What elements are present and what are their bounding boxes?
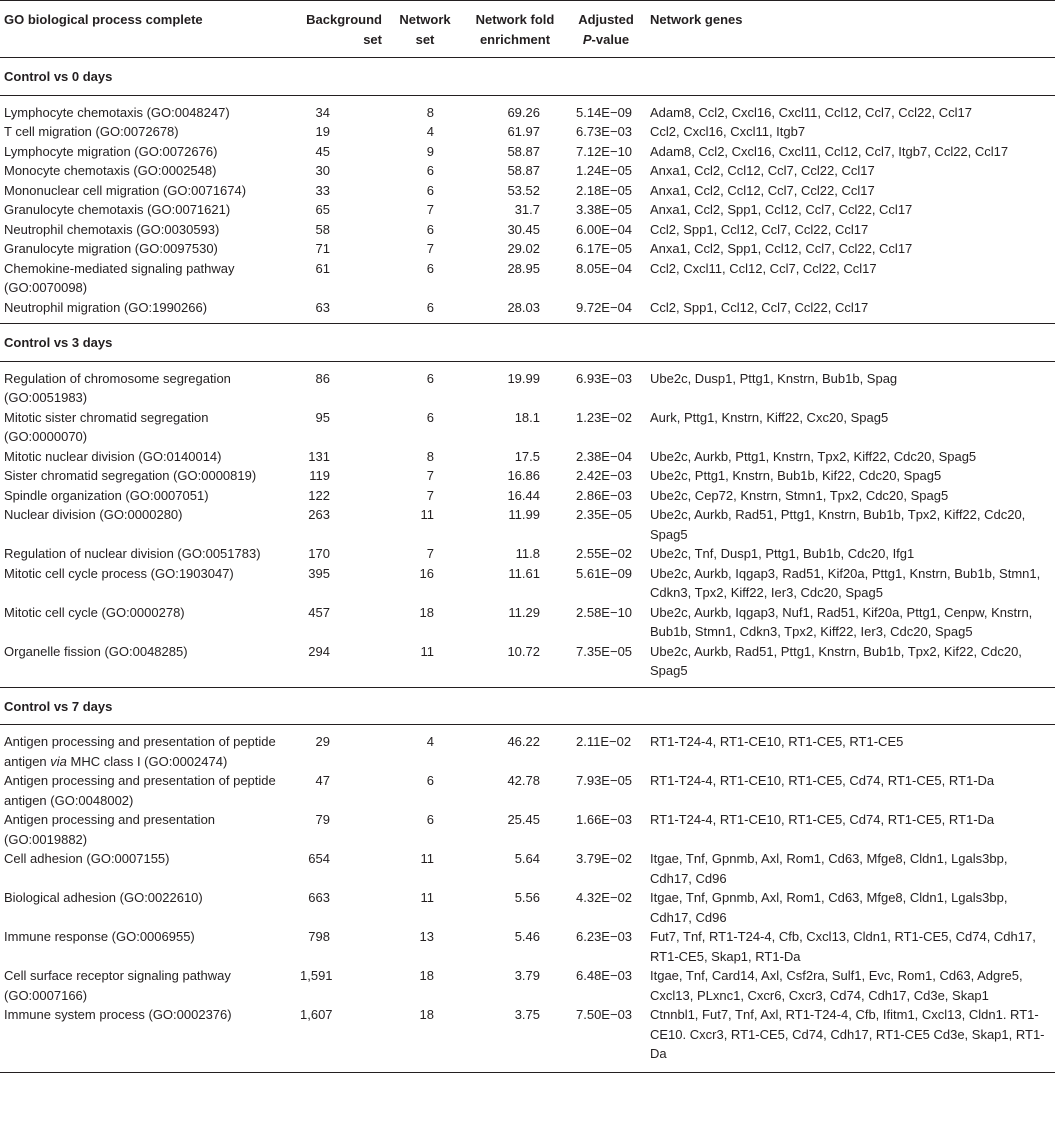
table-row — [0, 966, 1055, 1005]
section-header-row — [0, 687, 1055, 725]
fold-enrichment-cell: 58.87 — [507, 163, 540, 178]
background-set-cell: 33 — [315, 182, 330, 198]
process-italic-text: via — [50, 753, 67, 769]
fold-enrichment-cell: 58.87 — [507, 143, 540, 159]
fold-enrichment-cell: 61.97 — [507, 124, 540, 139]
network-set-cell: 4 — [426, 124, 434, 139]
table-row — [0, 725, 1055, 772]
process-cell: Lymphocyte chemotaxis (GO:0048247) — [4, 104, 230, 120]
network-genes-cell: Adam8, Ccl2, Cxcl16, Cxcl11, Ccl12, Ccl7, Ccl22, Ccl17 — [650, 104, 972, 120]
background-set-cell: 65 — [315, 202, 330, 217]
network-set-cell: 6 — [426, 260, 434, 276]
process-cell: Immune response (GO:0006955) — [4, 929, 195, 944]
process-cell: Neutrophil migration (GO:1990266) — [4, 299, 208, 315]
network-set-cell: 18 — [419, 604, 434, 620]
table-row — [0, 181, 1055, 201]
network-set-cell: 6 — [426, 409, 434, 425]
network-genes-cell: Anxa1, Ccl2, Spp1, Ccl12, Ccl7, Ccl22, Ccl17 — [650, 241, 913, 256]
network-set-cell: 11 — [420, 890, 434, 905]
process-cell: Immune system process (GO:0002376) — [0, 1005, 296, 1072]
network-set-cell: 11 — [420, 643, 434, 659]
table-row — [0, 771, 1055, 810]
background-set-cell: 131 — [308, 448, 330, 464]
background-set-cell: 663 — [308, 890, 330, 905]
adjusted-pvalue-cell: 6.73E−03 — [576, 124, 633, 139]
background-set-cell: 395 — [308, 565, 330, 581]
table-row — [0, 95, 1055, 122]
background-set-cell: 79 — [315, 812, 330, 827]
process-cell: Biological adhesion (GO:0022610) — [4, 890, 203, 905]
table-row — [0, 564, 1055, 603]
table-body — [0, 58, 1055, 1073]
network-genes-cell: Ube2c, Aurkb, Iqgap3, Nuf1, Rad51, Kif20a, Pttg1, Cenpw, Knstrn, Bub1b, Stmn1, Cdkn3, Tpx2, Kiff22, Ier3, Cdc20, Spag5 — [650, 604, 1033, 639]
network-genes-cell: Itgae, Tnf, Card14, Axl, Csf2ra, Sulf1, Evc, Rom1, Cd63, Adgre5, Cxcl13, PLxnc1, Cxcr6, Cxcr3, Cd74, Cdh17, Cd3e, Skap1 — [650, 968, 1023, 1003]
network-set-cell: 16 — [419, 565, 434, 581]
header-row — [0, 1, 1055, 58]
background-set-cell: 19 — [315, 124, 330, 139]
network-set-cell: 7 — [426, 241, 434, 256]
table-row — [0, 888, 1055, 927]
process-cell: Cell adhesion (GO:0007155) — [4, 851, 170, 866]
process-cell: Neutrophil chemotaxis (GO:0030593) — [4, 221, 220, 237]
fold-enrichment-cell: 53.52 — [507, 182, 540, 198]
fold-enrichment-cell: 42.78 — [507, 773, 540, 788]
network-genes-cell: RT1-T24-4, RT1-CE10, RT1-CE5, Cd74, RT1-CE5, RT1-Da — [650, 812, 995, 827]
network-set-cell: 13 — [419, 929, 434, 944]
process-cell: Mitotic cell cycle (GO:0000278) — [4, 604, 185, 620]
network-genes-cell: Ccl2, Cxcl16, Cxcl11, Itgb7 — [650, 124, 806, 139]
fold-enrichment-cell: 10.72 — [507, 643, 540, 659]
fold-enrichment-cell: 3.75 — [464, 1005, 566, 1072]
network-genes-cell: Anxa1, Ccl2, Ccl12, Ccl7, Ccl22, Ccl17 — [650, 182, 875, 198]
table-row — [0, 849, 1055, 888]
fold-enrichment-cell: 25.45 — [507, 812, 540, 827]
adjusted-pvalue-cell: 3.38E−05 — [576, 202, 633, 217]
background-set-cell: 1,591 — [300, 968, 333, 983]
process-cell: Granulocyte chemotaxis (GO:0071621) — [4, 202, 231, 217]
adjusted-pvalue-cell: 2.11E−02 — [576, 734, 632, 749]
process-cell: Granulocyte migration (GO:0097530) — [4, 241, 218, 256]
table-row — [0, 239, 1055, 259]
network-set-cell: 6 — [426, 163, 434, 178]
header-background-set: Background set — [296, 1, 386, 58]
network-set-cell: 7 — [426, 546, 434, 561]
adjusted-pvalue-cell: 6.00E−04 — [576, 221, 633, 237]
fold-enrichment-cell: 11.99 — [508, 507, 540, 522]
section-title: Control vs 3 days — [0, 324, 1055, 362]
network-set-cell: 8 — [426, 104, 434, 120]
table-row — [0, 486, 1055, 506]
network-set-cell: 18 — [419, 968, 434, 983]
header-network-set: Network set — [386, 1, 464, 58]
network-genes-cell: Ccl2, Spp1, Ccl12, Ccl7, Ccl22, Ccl17 — [650, 221, 869, 237]
process-cell: Nuclear division (GO:0000280) — [4, 507, 183, 522]
background-set-cell: 34 — [315, 104, 330, 120]
process-post-text: MHC class I (GO:0002474) — [66, 753, 228, 769]
table-row — [0, 142, 1055, 162]
table-row — [0, 220, 1055, 240]
table-row — [0, 447, 1055, 467]
network-genes-cell: RT1-T24-4, RT1-CE10, RT1-CE5, Cd74, RT1-CE5, RT1-Da — [650, 773, 995, 788]
table-row — [0, 505, 1055, 544]
adjusted-pvalue-cell: 2.42E−03 — [576, 468, 633, 483]
background-set-cell: 294 — [308, 643, 330, 659]
background-set-cell: 170 — [308, 546, 330, 561]
network-set-cell: 9 — [426, 143, 434, 159]
table-row — [0, 544, 1055, 564]
network-genes-cell: Fut7, Tnf, RT1-T24-4, Cfb, Cxcl13, Cldn1, RT1-CE5, Cd74, Cdh17, RT1-CE5, Skap1, RT1-Da — [650, 929, 1036, 964]
header-adjusted-pvalue — [566, 1, 646, 58]
fold-enrichment-cell: 5.46 — [514, 929, 540, 944]
adjusted-pvalue-cell: 2.58E−10 — [576, 604, 633, 620]
network-genes-cell: Ube2c, Dusp1, Pttg1, Knstrn, Bub1b, Spag — [650, 370, 898, 386]
network-set-cell: 4 — [426, 734, 434, 749]
table-row — [0, 466, 1055, 486]
adjusted-pvalue-cell: 3.79E−02 — [576, 851, 633, 866]
network-set-cell: 6 — [426, 182, 434, 198]
fold-enrichment-cell: 5.64 — [514, 851, 540, 866]
adjusted-pvalue-cell: 1.66E−03 — [576, 812, 633, 827]
background-set-cell: 47 — [315, 773, 330, 788]
fold-enrichment-cell: 3.79 — [514, 968, 540, 983]
section-header-row — [0, 324, 1055, 362]
process-cell: Antigen processing and presentation (GO:0019882) — [4, 812, 216, 847]
fold-enrichment-cell: 30.45 — [507, 221, 540, 237]
process-cell: Regulation of chromosome segregation (GO:0051983) — [4, 370, 231, 405]
table-row — [0, 1005, 1055, 1072]
network-set-cell: 8 — [426, 448, 434, 464]
process-cell: Organelle fission (GO:0048285) — [4, 643, 188, 659]
network-set-cell: 6 — [426, 812, 434, 827]
network-genes-cell: Ccl2, Cxcl11, Ccl12, Ccl7, Ccl22, Ccl17 — [650, 260, 877, 276]
background-set-cell: 119 — [309, 468, 330, 483]
table-row — [0, 642, 1055, 688]
table-row — [0, 200, 1055, 220]
background-set-cell: 1,607 — [296, 1005, 386, 1072]
background-set-cell: 95 — [315, 409, 330, 425]
network-set-cell: 11 — [420, 851, 434, 866]
network-genes-cell: Anxa1, Ccl2, Spp1, Ccl12, Ccl7, Ccl22, Ccl17 — [650, 202, 913, 217]
table-row — [0, 927, 1055, 966]
adjusted-pvalue-cell: 6.93E−03 — [576, 370, 633, 386]
background-set-cell: 58 — [315, 221, 330, 237]
section-title: Control vs 7 days — [0, 687, 1055, 725]
fold-enrichment-cell: 28.95 — [507, 260, 540, 276]
background-set-cell: 263 — [308, 507, 330, 522]
fold-enrichment-cell: 46.22 — [507, 734, 540, 749]
network-set-cell: 6 — [426, 370, 434, 386]
background-set-cell: 86 — [315, 370, 330, 386]
header-pvalue-italic: P — [582, 31, 592, 47]
process-cell: Monocyte chemotaxis (GO:0002548) — [4, 163, 217, 178]
network-set-cell: 7 — [426, 202, 434, 217]
process-cell: Sister chromatid segregation (GO:0000819) — [4, 468, 257, 483]
network-genes-cell: Ccl2, Spp1, Ccl12, Ccl7, Ccl22, Ccl17 — [650, 299, 869, 315]
background-set-cell: 63 — [315, 299, 330, 315]
network-genes-cell: Ube2c, Tnf, Dusp1, Pttg1, Bub1b, Cdc20, Ifg1 — [650, 546, 915, 561]
process-cell: Mitotic sister chromatid segregation (GO:0000070) — [4, 409, 209, 444]
adjusted-pvalue-cell: 6.17E−05 — [576, 241, 633, 256]
fold-enrichment-cell: 18.1 — [514, 409, 540, 425]
adjusted-pvalue-cell: 4.32E−02 — [576, 890, 633, 905]
network-set-cell: 11 — [420, 507, 434, 522]
fold-enrichment-cell: 17.5 — [514, 448, 540, 464]
fold-enrichment-cell: 29.02 — [507, 241, 540, 256]
adjusted-pvalue-cell: 2.38E−04 — [576, 448, 633, 464]
adjusted-pvalue-cell: 2.86E−03 — [576, 487, 633, 503]
background-set-cell: 29 — [315, 734, 330, 749]
network-genes-cell: Anxa1, Ccl2, Ccl12, Ccl7, Ccl22, Ccl17 — [650, 163, 875, 178]
adjusted-pvalue-cell: 8.05E−04 — [576, 260, 633, 276]
section-title: Control vs 0 days — [0, 58, 1055, 96]
network-genes-cell: Itgae, Tnf, Gpnmb, Axl, Rom1, Cd63, Mfge8, Cldn1, Lgals3bp, Cdh17, Cd96 — [650, 890, 1008, 925]
adjusted-pvalue-cell: 7.50E−03 — [566, 1005, 646, 1072]
adjusted-pvalue-cell: 1.24E−05 — [576, 163, 633, 178]
table-row — [0, 361, 1055, 408]
adjusted-pvalue-cell: 7.93E−05 — [576, 773, 633, 788]
header-network-genes: Network genes — [646, 1, 1055, 58]
fold-enrichment-cell: 69.26 — [507, 104, 540, 120]
table-row — [0, 298, 1055, 324]
network-set-cell: 7 — [426, 468, 434, 483]
table-row — [0, 603, 1055, 642]
process-cell: Antigen processing and presentation of peptide antigen (GO:0048002) — [4, 773, 276, 808]
network-genes-cell: Ctnnbl1, Fut7, Tnf, Axl, RT1-T24-4, Cfb, Ifitm1, Cxcl13, Cldn1. RT1-CE10. Cxcr3, RT1-CE5, Cd74, Cdh17, RT1-CE5 Cd3e, Skap1, RT1-Da — [646, 1005, 1055, 1072]
adjusted-pvalue-cell: 9.72E−04 — [576, 299, 633, 315]
process-cell: Spindle organization (GO:0007051) — [4, 487, 209, 503]
table-row — [0, 810, 1055, 849]
background-set-cell: 61 — [315, 260, 330, 276]
section-header-row — [0, 58, 1055, 96]
fold-enrichment-cell: 16.86 — [507, 468, 540, 483]
process-cell: Mononuclear cell migration (GO:0071674) — [4, 182, 247, 198]
table-row — [0, 122, 1055, 142]
adjusted-pvalue-cell: 1.23E−02 — [576, 409, 633, 425]
adjusted-pvalue-cell: 6.48E−03 — [576, 968, 633, 983]
background-set-cell: 654 — [308, 851, 330, 866]
fold-enrichment-cell: 19.99 — [507, 370, 540, 386]
network-genes-cell: Adam8, Ccl2, Cxcl16, Cxcl11, Ccl12, Ccl7, Itgb7, Ccl22, Ccl17 — [650, 143, 1009, 159]
fold-enrichment-cell: 16.44 — [507, 487, 540, 503]
header-pvalue-pre: Adjusted — [578, 12, 634, 27]
network-genes-cell: Ube2c, Pttg1, Knstrn, Bub1b, Kif22, Cdc20, Spag5 — [650, 468, 942, 483]
adjusted-pvalue-cell: 7.35E−05 — [576, 643, 633, 659]
process-cell: Lymphocyte migration (GO:0072676) — [4, 143, 218, 159]
process-cell: Cell surface receptor signaling pathway (GO:0007166) — [4, 968, 231, 1003]
fold-enrichment-cell: 11.61 — [508, 565, 540, 581]
background-set-cell: 457 — [308, 604, 330, 620]
header-fold-enrichment: Network fold enrichment — [464, 1, 566, 58]
process-cell: Mitotic cell cycle process (GO:1903047) — [4, 565, 234, 581]
background-set-cell: 45 — [315, 143, 330, 159]
network-genes-cell: Ube2c, Aurkb, Iqgap3, Rad51, Kif20a, Pttg1, Knstrn, Bub1b, Stmn1, Cdkn3, Tpx2, Kiff22, Ier3, Cdc20, Spag5 — [650, 565, 1041, 600]
network-genes-cell: Ube2c, Aurkb, Pttg1, Knstrn, Tpx2, Kiff22, Cdc20, Spag5 — [650, 448, 977, 464]
network-genes-cell: Itgae, Tnf, Gpnmb, Axl, Rom1, Cd63, Mfge8, Cldn1, Lgals3bp, Cdh17, Cd96 — [650, 851, 1008, 886]
network-genes-cell: Aurk, Pttg1, Knstrn, Kiff22, Cxc20, Spag5 — [650, 409, 889, 425]
adjusted-pvalue-cell: 5.61E−09 — [576, 565, 633, 581]
network-set-cell: 6 — [426, 773, 434, 788]
adjusted-pvalue-cell: 2.18E−05 — [576, 182, 633, 198]
adjusted-pvalue-cell: 5.14E−09 — [576, 104, 633, 120]
background-set-cell: 71 — [315, 241, 330, 256]
fold-enrichment-cell: 28.03 — [507, 299, 540, 315]
network-set-cell: 7 — [426, 487, 434, 503]
background-set-cell: 798 — [308, 929, 330, 944]
table-row — [0, 161, 1055, 181]
process-cell: T cell migration (GO:0072678) — [4, 124, 179, 139]
adjusted-pvalue-cell: 6.23E−03 — [576, 929, 633, 944]
process-cell — [0, 725, 296, 772]
process-cell: Chemokine-mediated signaling pathway (GO:0070098) — [4, 260, 235, 295]
network-genes-cell: Ube2c, Aurkb, Rad51, Pttg1, Knstrn, Bub1b, Tpx2, Kiff22, Cdc20, Spag5 — [650, 507, 1026, 542]
background-set-cell: 30 — [315, 163, 330, 178]
table-row — [0, 408, 1055, 447]
fold-enrichment-cell: 11.29 — [508, 604, 540, 620]
adjusted-pvalue-cell: 2.35E−05 — [576, 507, 633, 522]
process-cell: Mitotic nuclear division (GO:0140014) — [4, 448, 222, 464]
process-cell: Regulation of nuclear division (GO:0051783) — [4, 546, 261, 561]
process-pre-text: Antigen processing and presentation of peptide antigen — [4, 734, 276, 769]
background-set-cell: 122 — [308, 487, 330, 503]
network-genes-cell: Ube2c, Aurkb, Rad51, Pttg1, Knstrn, Bub1b, Tpx2, Kif22, Cdc20, Spag5 — [650, 643, 1022, 678]
adjusted-pvalue-cell: 7.12E−10 — [576, 143, 633, 159]
table-row — [0, 259, 1055, 298]
header-pvalue-post: -value — [591, 31, 630, 47]
network-set-cell: 6 — [426, 299, 434, 315]
network-set-cell: 6 — [426, 221, 434, 237]
adjusted-pvalue-cell: 2.55E−02 — [576, 546, 633, 561]
fold-enrichment-cell: 11.8 — [515, 546, 540, 561]
fold-enrichment-cell: 31.7 — [514, 202, 540, 217]
network-genes-cell: RT1-T24-4, RT1-CE10, RT1-CE5, RT1-CE5 — [650, 734, 904, 749]
header-process: GO biological process complete — [0, 1, 296, 58]
network-genes-cell: Ube2c, Cep72, Knstrn, Stmn1, Tpx2, Cdc20, Spag5 — [650, 487, 949, 503]
fold-enrichment-cell: 5.56 — [514, 890, 540, 905]
network-set-cell: 18 — [386, 1005, 464, 1072]
